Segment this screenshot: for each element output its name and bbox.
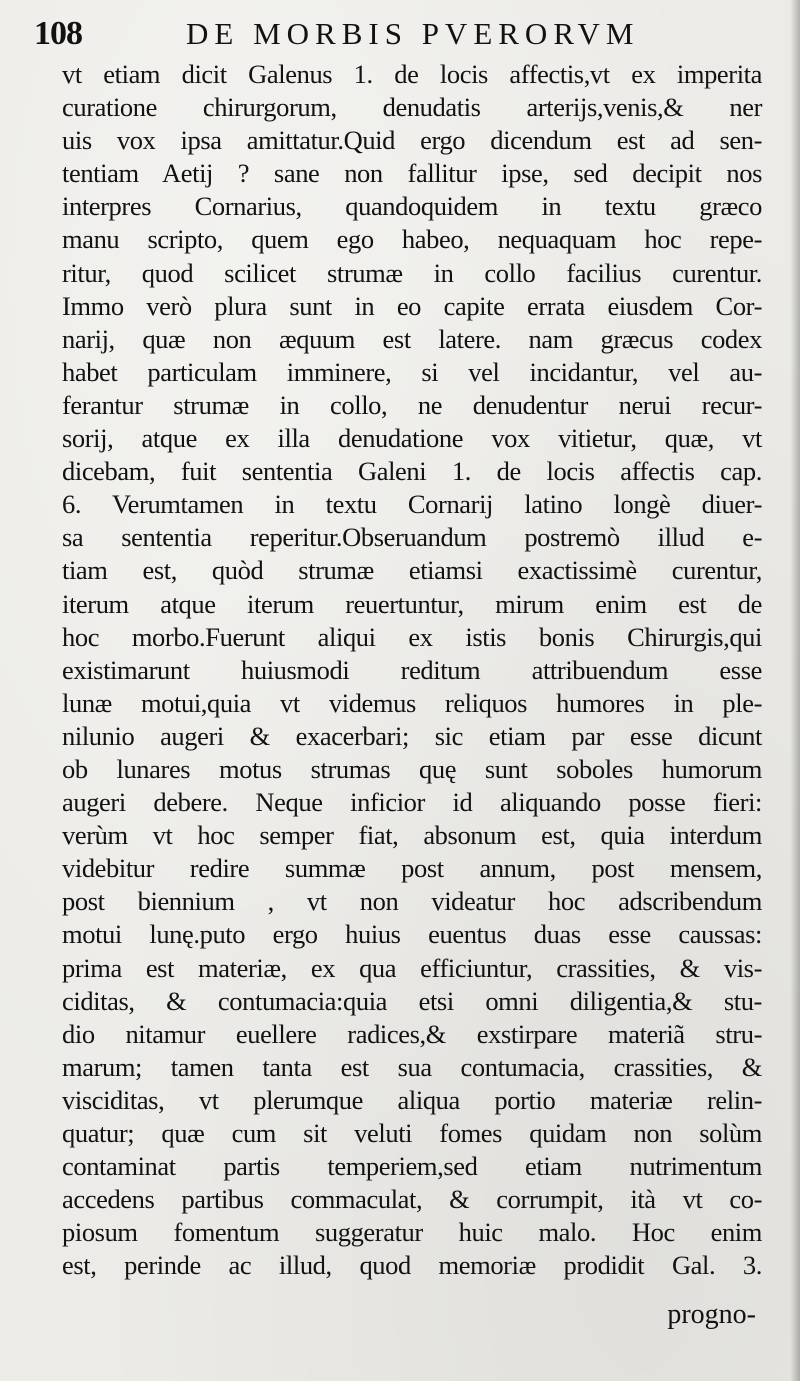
text-line: hoc morbo.Fuerunt aliqui ex istis bonis Chirurgis,qui	[62, 621, 762, 652]
text-line: Immo verò plura sunt in eo capite errata eiusdem Cor-	[62, 290, 762, 321]
page-header	[34, 14, 764, 54]
text-line: manu scripto, quem ego habeo, nequaquam hoc repe-	[62, 224, 762, 255]
running-head: DE MORBIS PVERORVM	[186, 16, 640, 51]
text-line: lunæ motui,quia vt videmus reliquos humores in ple-	[62, 687, 762, 718]
text-line: nilunio augeri & exacerbari; sic etiam par esse dicunt	[62, 720, 762, 751]
text-line: dicebam, fuit sententia Galeni 1. de locis affectis cap.	[62, 456, 762, 487]
text-line: prima est materiæ, ex qua efficiuntur, crassities, & vis-	[62, 952, 762, 983]
text-line: motui lunę.puto ergo huius euentus duas esse caussas:	[62, 919, 762, 950]
text-line: augeri debere. Neque inficior id aliquando posse fieri:	[62, 787, 762, 818]
text-line: post biennium , vt non videatur hoc adscribendum	[62, 886, 762, 917]
text-line: habet particulam imminere, si vel incidantur, vel au-	[62, 356, 762, 387]
text-line: piosum fomentum suggeratur huic malo. Hoc enim	[62, 1217, 762, 1248]
text-line: vt etiam dicit Galenus 1. de locis affectis,vt ex imperita	[62, 59, 762, 89]
text-line: dio nitamur euellere radices,& exstirpare materiã stru-	[62, 1018, 762, 1049]
page-edge-shadow	[790, 0, 800, 1381]
text-line: verùm vt hoc semper fiat, absonum est, quia interdum	[62, 820, 762, 851]
text-line: sa sententia reperitur.Obseruandum postremò illud e-	[62, 522, 762, 553]
text-line: iterum atque iterum reuertuntur, mirum enim est de	[62, 588, 762, 619]
text-line: est, perinde ac illud, quod memoriæ prodidit Gal. 3.	[62, 1250, 762, 1281]
page-number: 108	[34, 15, 82, 52]
text-line: curatione chirurgorum, denudatis arterijs,venis,& ner	[62, 92, 762, 123]
text-line: ciditas, & contumacia:quia etsi omni diligentia,& stu-	[62, 985, 762, 1016]
text-line: videbitur redire summæ post annum, post mensem,	[62, 853, 762, 884]
text-line: ob lunares motus strumas quę sunt soboles humorum	[62, 753, 762, 784]
text-line: uis vox ipsa amittatur.Quid ergo dicendum est ad sen-	[62, 125, 762, 156]
body-text	[62, 58, 762, 1282]
catchword: progno-	[667, 1299, 756, 1330]
text-line: 6. Verumtamen in textu Cornarij latino longè diuer-	[62, 489, 762, 520]
text-line: interpres Cornarius, quandoquidem in textu græco	[62, 191, 762, 222]
text-line: contaminat partis temperiem,sed etiam nutrimentum	[62, 1151, 762, 1182]
text-line: marum; tamen tanta est sua contumacia, crassities, &	[62, 1051, 762, 1082]
text-line: ritur, quod scilicet strumæ in collo facilius curentur.	[62, 257, 762, 288]
text-line: existimarunt huiusmodi reditum attribuendum esse	[62, 654, 762, 685]
text-line: sorij, atque ex illa denudatione vox vitietur, quæ, vt	[62, 423, 762, 454]
text-line: ferantur strumæ in collo, ne denudentur nerui recur-	[62, 389, 762, 420]
text-line: visciditas, vt plerumque aliqua portio materiæ relin-	[62, 1084, 762, 1115]
text-line: quatur; quæ cum sit veluti fomes quidam non solùm	[62, 1118, 762, 1148]
text-line: tiam est, quòd strumæ etiamsi exactissimè curentur,	[62, 555, 762, 586]
text-line: accedens partibus commaculat, & corrumpit, ità vt co-	[62, 1184, 762, 1215]
text-line: narij, quæ non æquum est latere. nam græcus codex	[62, 323, 762, 354]
text-line: tentiam Aetij ? sane non fallitur ipse, sed decipit nos	[62, 158, 762, 189]
